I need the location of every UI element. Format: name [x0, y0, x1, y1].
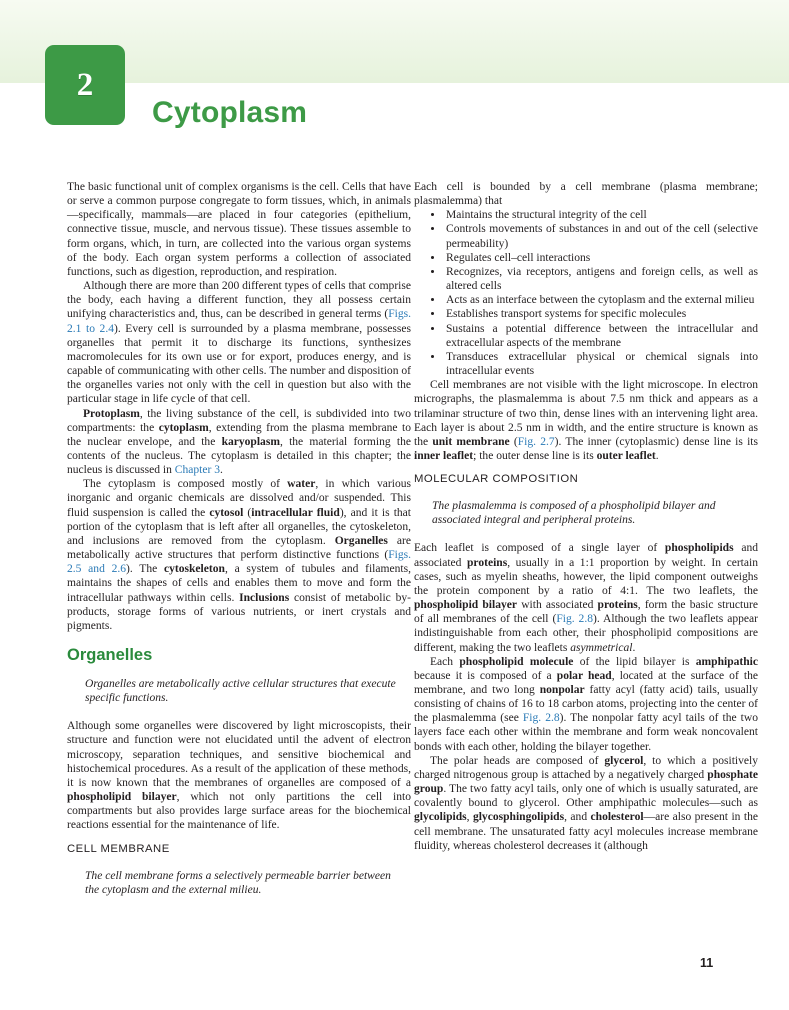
paragraph-protoplasm: Protoplasm, the living substance of the cell, is subdivided into two compartments: the cytoplasm, extending from the plasma membrane to the nuclear envelope, and the karyoplasm, the material forming the contents of the nucleus. The cytoplasm is detailed in this chapter; the nucleus is discussed in Chapter 3. — [67, 407, 411, 477]
figure-link[interactable]: Fig. 2.7 — [517, 435, 555, 448]
list-item: • Acts as an interface between the cytoplasm and the external milieu — [444, 293, 758, 307]
list-item: • Maintains the structural integrity of the cell — [444, 208, 758, 222]
paragraph-unit-membrane: Cell membranes are not visible with the light microscope. In electron micrographs, the plasmalemma is about 7.5 nm thick and appears as a trilaminar structure of two thin, dense lines with an intervening light area. Each layer is about 2.5 nm in width, and the entire structure is known as the unit membrane (Fig. 2.7). The inner (cytoplasmic) dense line is its inner leaflet; the outer dense line is its outer leaflet. — [414, 379, 758, 462]
subsection-heading-cell-membrane: CELL MEMBRANE — [67, 842, 170, 855]
paragraph-cell-membrane-intro: Each cell is bounded by a cell membrane (plasma membrane; plasmalemma) that — [414, 181, 758, 208]
section-summary: Organelles are metabolically active cellular structures that execute specific functions. — [85, 678, 396, 705]
paragraph-cytoplasm: The cytoplasm is composed mostly of water, in which various inorganic and organic chemicals are dissolved and/or suspended. This fluid suspension is called the cytosol (intracellular fluid), and it is that portion of the cytoplasm that is left after all organelles, the cytoskeleton, and inclusions are removed from the cytoplasm. Organelles are metabolically active structures that perform distinctive functions (Figs. 2.5 and 2.6). The cytoskeleton, a system of tubules and filaments, maintains the shapes of cells and enables them to move and form the intracellular pathways within cells. Inclusions consist of metabolic by-products, storage forms of various nutrients, or inert crystals and pigments. — [67, 478, 412, 632]
list-item: • Establishes transport systems for specific molecules — [444, 307, 758, 321]
section-heading-organelles: Organelles — [67, 646, 153, 664]
list-item: • Transduces extracellular physical or chemical signals into intracellular events — [444, 350, 758, 378]
list-item: • Recognizes, via receptors, antigens and foreign cells, as well as altered cells — [444, 265, 758, 293]
left-column — [67, 180, 411, 911]
page-number: 11 — [700, 956, 714, 970]
paragraph-phospholipid: Each phospholipid molecule of the lipid bilayer is amphipathic because it is composed of a polar head, located at the surface of the membrane, and two long nonpolar fatty acyl (fatty acid) tails, usually consisting of chains of 16 to 18 carbon atoms, projecting into the center of the plasmalemma (see Fig. 2.8). The nonpolar fatty acyl tails of the two layers face each other within the membrane and form weak noncovalent bonds with each other, holding the bilayer together. — [414, 655, 759, 753]
subsection-heading-molecular-composition: MOLECULAR COMPOSITION — [414, 473, 579, 486]
chapter-link[interactable]: Chapter 3 — [174, 464, 220, 477]
paragraph-polar-heads: The polar heads are composed of glycerol, to which a positively charged nitrogenous group is attached by a negatively charged phosphate group. The two fatty acyl tails, only one of which is usually saturated, are covalently bound to glycerol. Other amphipathic molecules—such as glycolipids, glycosphingolipids, and cholesterol—are also present in the cell membrane. The unsaturated fatty acyl molecules increase membrane fluidity, whereas cholesterol decreases it (although — [414, 754, 758, 852]
function-list — [414, 208, 758, 378]
figure-link[interactable]: Fig. 2.8 — [556, 613, 593, 626]
list-item: • Controls movements of substances in and out of the cell (selective permeability) — [444, 222, 758, 250]
figure-link[interactable]: Figs. 2.1 to 2.4 — [67, 308, 411, 335]
chapter-number: 2 — [76, 66, 94, 103]
list-item: • Sustains a potential difference between the intracellular and extracellular aspects of the membrane — [444, 322, 758, 350]
figure-link[interactable]: Figs. 2.5 and 2.6 — [67, 549, 411, 576]
paragraph-leaflets: Each leaflet is composed of a single layer of phospholipids and associated proteins, usually in a 1:1 proportion by weight. In certain cases, such as myelin sheaths, however, the lipid component outweighs the protein component by a ratio of 4:1. The two leaflets, the phospholipid bilayer with associated proteins, form the basic structure of all membranes of the cell (Fig. 2.8). Although the two leaflets appear indistinguishable from each other, their phospholipid compositions are different, making the two leaflets asymmetrical. — [414, 542, 759, 654]
figure-link[interactable]: Fig. 2.8 — [522, 712, 560, 725]
list-item: • Regulates cell–cell interactions — [444, 251, 758, 265]
paragraph-cell-types: Although there are more than 200 different types of cells that comprise the body, each having a different function, they all possess certain unifying characteristics and, thus, can be described in general terms (Figs. 2.1 to 2.4). Every cell is surrounded by a plasma membrane, possesses organelles that permit it to discharge its functions, synthesizes macromolecules for its own use or for export, produces energy, and is capable of communicating with other cells. The number and disposition of the organelles varies not only with the cell in question but also with the particular stage in life cycle of that cell. — [67, 280, 411, 406]
chapter-number-badge — [45, 45, 125, 125]
subsection-summary: The cell membrane forms a selectively permeable barrier between the cytoplasm and the external milieu. — [85, 869, 391, 896]
intro-paragraph: The basic functional unit of complex organisms is the cell. Cells that have or serve a common purpose congregate to form tissues, which, in animals—specifically, mammals—are placed in four categories (epithelium, connective tissue, muscle, and nervous tissue). These tissues assemble to form organs, which, in turn, are collected into the various organ systems of the body. Each organ system performs a collection of associated functions, such as digestion, reproduction, and respiration. — [67, 181, 411, 278]
right-column — [414, 180, 758, 853]
subsection-summary: The plasmalemma is composed of a phospholipid bilayer and associated integral and peripheral proteins. — [432, 500, 716, 527]
paragraph-organelles: Although some organelles were discovered by light microscopists, their structure and function were not elucidated until the advent of electron microscopy, separation techniques, and sensitive biochemical and histochemical procedures. As a result of the application of these methods, it is now known that the membranes of organelles are composed of a phospholipid bilayer, which not only partitions the cell into compartments but also provides large surface areas for the biochemical reactions essential for the maintenance of life. — [67, 720, 412, 832]
chapter-title: Cytoplasm — [152, 96, 308, 129]
